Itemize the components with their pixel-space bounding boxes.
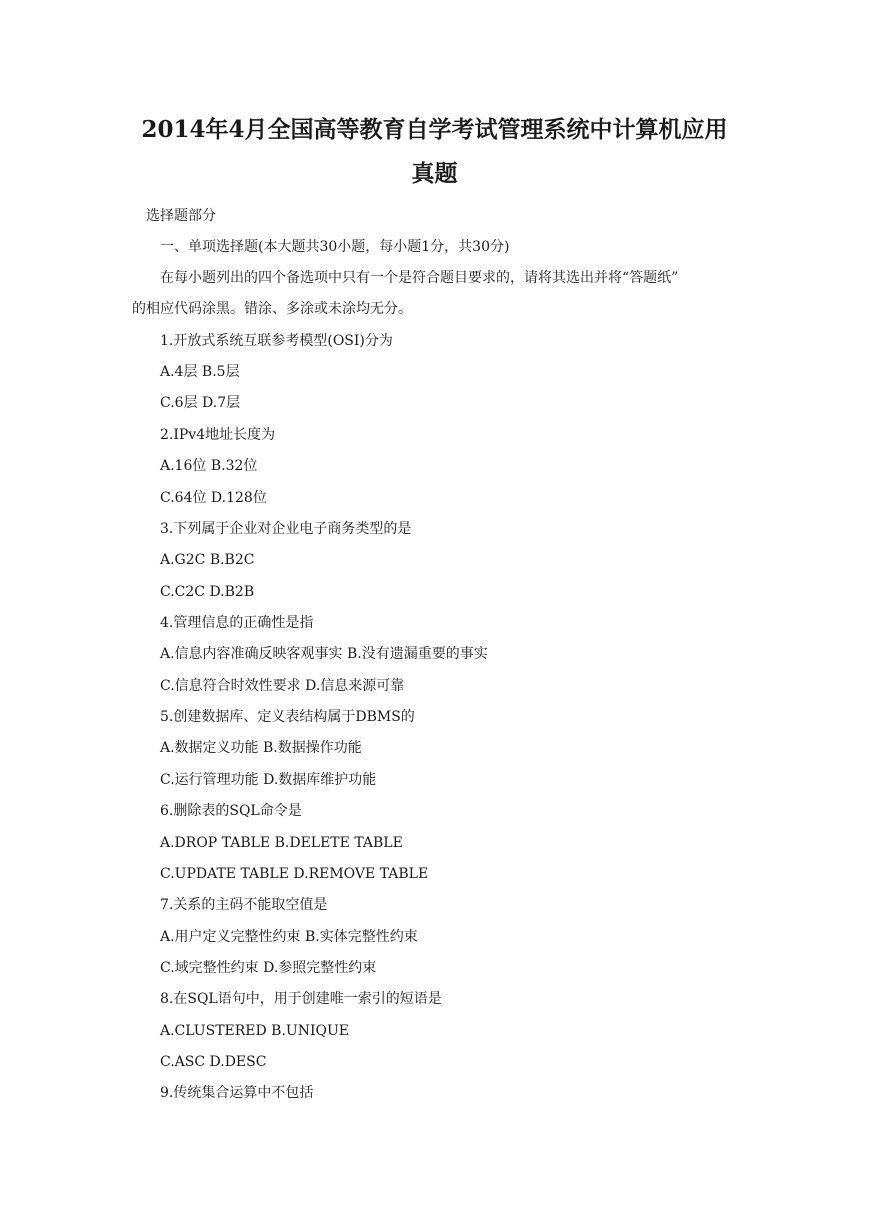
question-stem: 6.删除表的SQL命令是 xyxy=(160,803,302,819)
question-stem: 9.传统集合运算中不包括 xyxy=(160,1085,314,1101)
instructions-line2: 的相应代码涂黑。错涂、多涂或未涂均无分。 xyxy=(132,301,412,317)
question-options: C.信息符合时效性要求 D.信息来源可靠 xyxy=(160,678,405,694)
question-options: A.G2C B.B2C xyxy=(160,552,255,568)
question-stem: 2.IPv4地址长度为 xyxy=(160,427,276,443)
question-stem: 7.关系的主码不能取空值是 xyxy=(160,897,328,913)
question-options: A.数据定义功能 B.数据操作功能 xyxy=(160,740,362,756)
question-options: C.ASC D.DESC xyxy=(160,1054,267,1070)
question-options: A.用户定义完整性约束 B.实体完整性约束 xyxy=(160,929,418,945)
question-stem: 5.创建数据库、定义表结构属于DBMS的 xyxy=(160,709,415,725)
question-options: C.6层 D.7层 xyxy=(160,395,241,411)
question-options: C.域完整性约束 D.参照完整性约束 xyxy=(160,960,377,976)
question-stem: 8.在SQL语句中，用于创建唯一索引的短语是 xyxy=(160,991,442,1007)
document-title-line1: 2014年4月全国高等教育自学考试管理系统中计算机应用 xyxy=(141,116,728,143)
question-options: C.C2C D.B2B xyxy=(160,584,255,600)
part-heading: 一、单项选择题(本大题共30小题，每小题1分，共30分) xyxy=(160,239,510,255)
question-stem: 1.开放式系统互联参考模型(OSI)分为 xyxy=(160,333,393,349)
question-options: A.16位 B.32位 xyxy=(160,458,258,474)
question-stem: 4.管理信息的正确性是指 xyxy=(160,615,314,631)
question-options: A.信息内容准确反映客观事实 B.没有遗漏重要的事实 xyxy=(160,646,488,662)
question-options: C.UPDATE TABLE D.REMOVE TABLE xyxy=(160,866,429,882)
instructions-line1: 在每小题列出的四个备选项中只有一个是符合题目要求的，请将其选出并将“答题纸” xyxy=(160,270,679,286)
question-options: C.运行管理功能 D.数据库维护功能 xyxy=(160,772,377,788)
question-options: C.64位 D.128位 xyxy=(160,490,267,506)
document-title-line2: 真题 xyxy=(411,160,458,187)
question-options: A.DROP TABLE B.DELETE TABLE xyxy=(160,835,403,851)
section-label: 选择题部分 xyxy=(146,208,216,224)
question-options: A.4层 B.5层 xyxy=(160,364,240,380)
question-stem: 3.下列属于企业对企业电子商务类型的是 xyxy=(160,521,412,537)
question-options: A.CLUSTERED B.UNIQUE xyxy=(160,1023,349,1039)
